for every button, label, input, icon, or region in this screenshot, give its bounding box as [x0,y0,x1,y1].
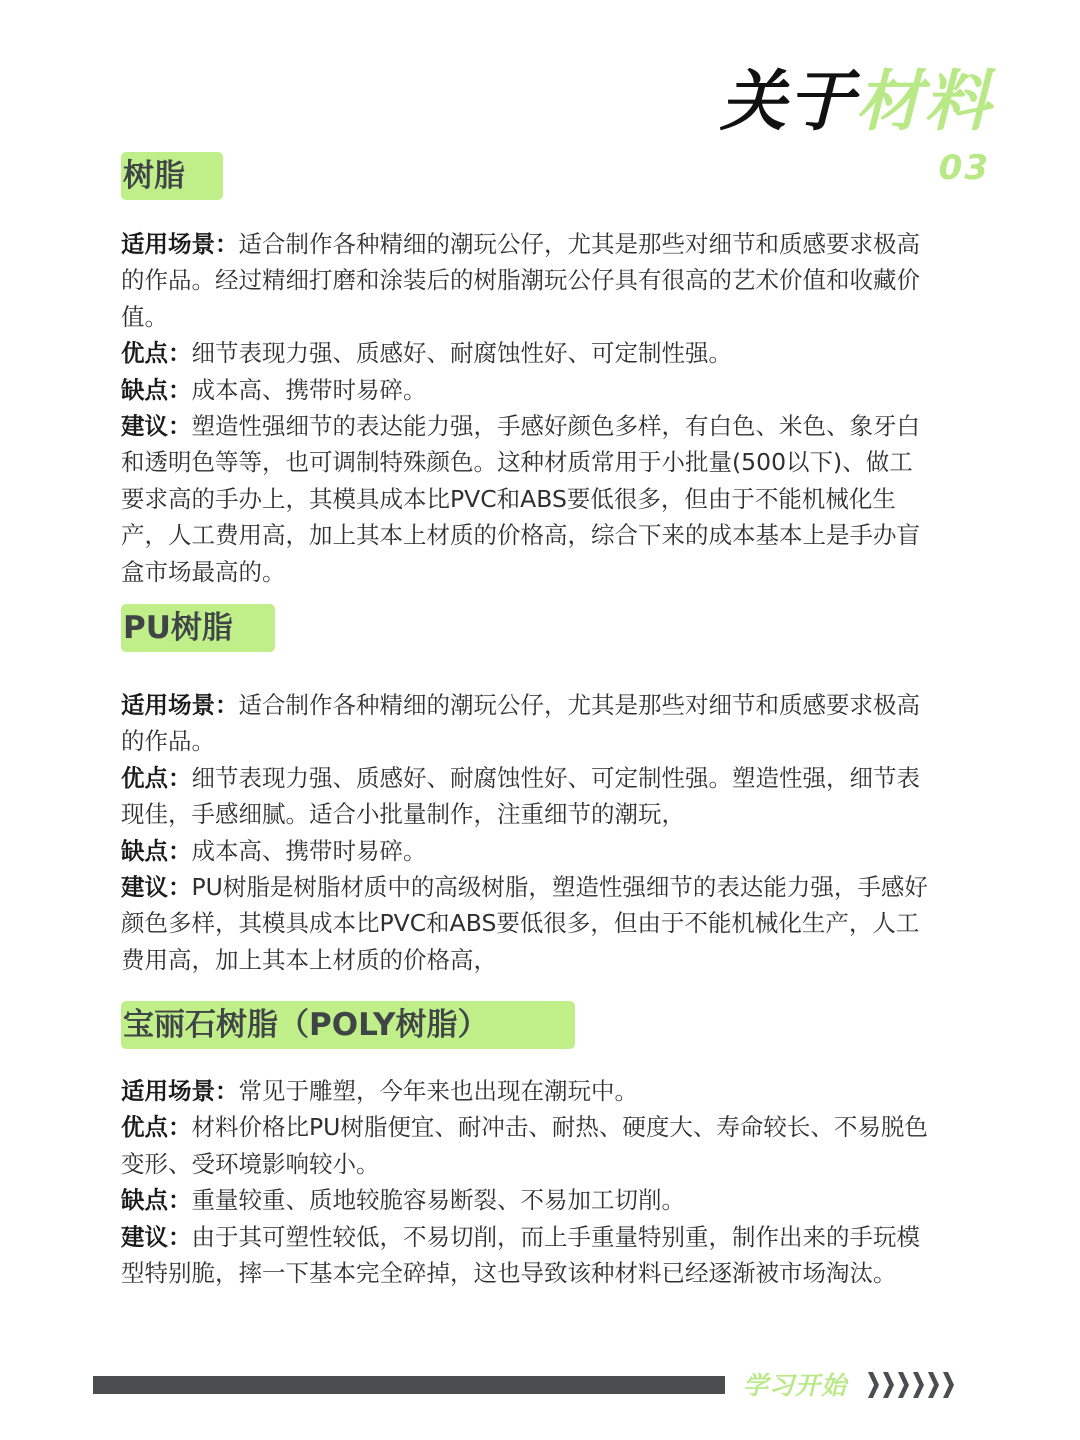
section-body-resin [121,226,931,590]
pros-paragraph [121,335,931,371]
page-title-dark: 关于 [720,63,856,140]
cons-label: 缺点： [121,836,192,865]
pros-label: 优点： [121,1113,192,1142]
chevron-right-icon [943,1372,954,1398]
scene-paragraph [121,1073,931,1109]
cons-text: 重量较重、质地较脆容易断裂、不易加工切削。 [191,1186,685,1215]
scene-label: 适用场景： [121,230,239,258]
page-title-green: 材料 [856,63,992,140]
cons-text: 成本高、携带时易碎。 [191,836,427,865]
cons-text: 成本高、携带时易碎。 [191,375,427,404]
chevrons-right-icon [868,1372,958,1398]
pros-paragraph [121,760,931,833]
advice-text: 塑造性强细节的表达能力强，手感好颜色多样，有白色、米色、象牙白和透明色等等，也可调制特殊颜色。这种材质常用于小批量(500以下)、做工要求高的手办上，其模具成本比PVC和ABS要低很多，但由于不能机械化生产，人工费用高，加上其本上材质的价格高，综合下来的成本基本上是手办盲盒市场最高的。 [121,412,920,586]
cons-label: 缺点： [121,1186,192,1215]
pros-paragraph [121,1109,931,1182]
scene-text: 适合制作各种精细的潮玩公仔，尤其是那些对细节和质感要求极高的作品。 [121,691,920,756]
section-tag-resin: 树脂 [121,152,223,200]
section-tag-poly-resin: 宝丽石树脂（POLY树脂） [121,1001,575,1049]
cons-label: 缺点： [121,375,192,404]
section-tag-pu-resin: PU树脂 [121,604,275,652]
scene-paragraph [121,226,931,335]
advice-paragraph [121,869,931,978]
advice-label: 建议： [121,1222,192,1251]
chevron-right-icon [898,1372,909,1398]
section-body-poly-resin [121,1073,931,1291]
cons-paragraph [121,372,931,408]
advice-label: 建议： [121,412,192,441]
advice-text: PU树脂是树脂材质中的高级树脂，塑造性强细节的表达能力强，手感好颜色多样，其模具成本比PVC和ABS要低很多，但由于不能机械化生产，人工费用高，加上其本上材质的价格高， [121,873,928,974]
scene-label: 适用场景： [121,691,239,719]
advice-paragraph [121,1219,931,1292]
page-title [720,62,992,142]
chevron-right-icon [868,1372,879,1398]
advice-paragraph [121,408,931,590]
pros-text: 材料价格比PU树脂便宜、耐冲击、耐热、硬度大、寿命较长、不易脱色变形、受环境影响较小。 [121,1113,928,1178]
pros-text: 细节表现力强、质感好、耐腐蚀性好、可定制性强。塑造性强，细节表现佳，手感细腻。适合小批量制作，注重细节的潮玩， [121,763,920,829]
scene-paragraph [121,687,931,760]
footer-divider-bar [93,1376,725,1394]
scene-label: 适用场景： [121,1077,239,1105]
scene-text: 适合制作各种精细的潮玩公仔，尤其是那些对细节和质感要求极高的作品。经过精细打磨和涂装后的树脂潮玩公仔具有很高的艺术价值和收藏价值。 [121,230,920,331]
footer-label: 学习开始 [743,1371,848,1400]
pros-label: 优点： [121,339,192,368]
chevron-right-icon [928,1372,939,1398]
section-body-pu-resin [121,687,931,978]
advice-text: 由于其可塑性较低，不易切削，而上手重量特别重，制作出来的手玩模型特别脆，摔一下基本完全碎掉，这也导致该种材料已经逐渐被市场淘汰。 [121,1222,920,1288]
page-number: 03 [938,148,990,188]
scene-text: 常见于雕塑，今年来也出现在潮玩中。 [238,1077,638,1105]
chevron-right-icon [883,1372,894,1398]
cons-paragraph [121,1182,931,1218]
advice-label: 建议： [121,873,192,902]
pros-text: 细节表现力强、质感好、耐腐蚀性好、可定制性强。 [191,339,732,368]
chevron-right-icon [913,1372,924,1398]
pros-label: 优点： [121,763,192,792]
cons-paragraph [121,833,931,869]
